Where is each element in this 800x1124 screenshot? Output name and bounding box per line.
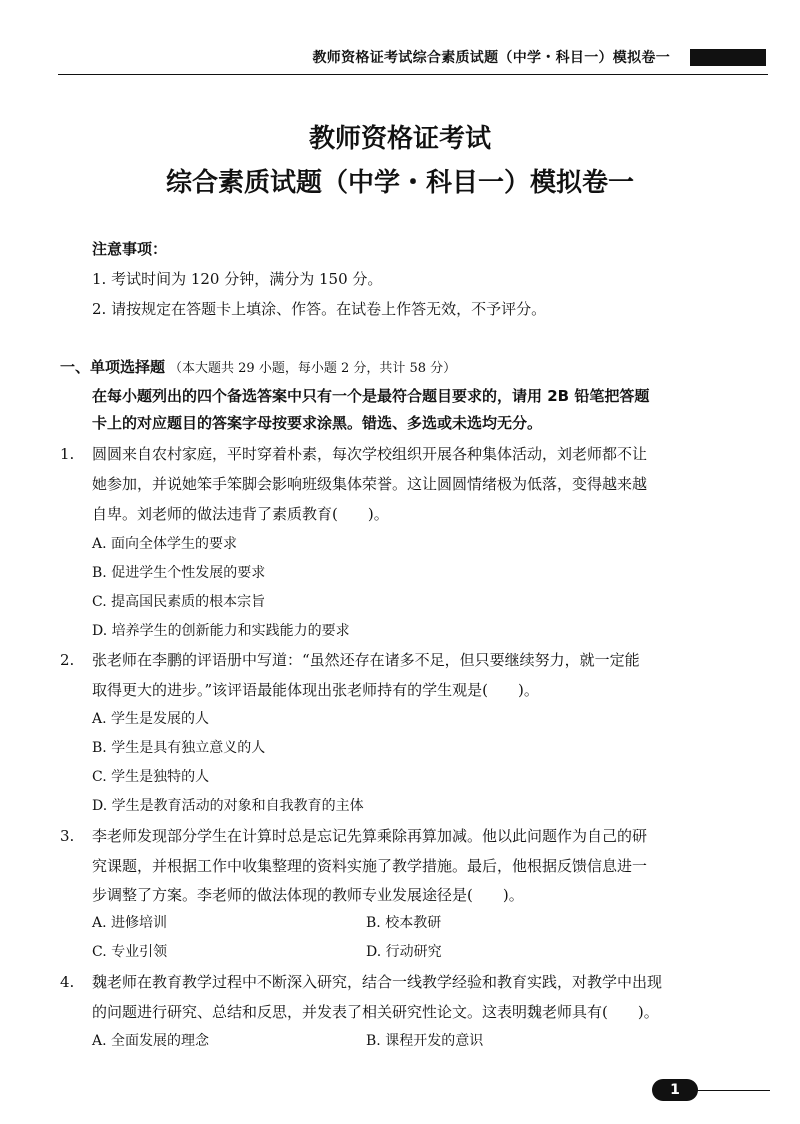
- notice-item: 2. 请按规定在答题卡上填涂、作答。在试卷上作答无效，不予评分。: [92, 300, 547, 318]
- question-number: 2.: [60, 651, 75, 669]
- option-c: C. 专业引领: [92, 944, 168, 960]
- option-c: C. 学生是独特的人: [92, 769, 210, 785]
- page-number-badge: 1: [652, 1079, 698, 1101]
- page-title-line2: 综合素质试题（中学・科目一）模拟卷一: [165, 168, 634, 198]
- option-b: B. 校本教研: [366, 915, 442, 931]
- option-a: A. 全面发展的理念: [92, 1033, 210, 1049]
- question-text-line: 步调整了方案。李老师的做法体现的教师专业发展途径是( )。: [92, 886, 524, 904]
- question-text-line: 自卑。刘老师的做法违背了素质教育( )。: [92, 505, 389, 523]
- question-text-line: 她参加，并说她笨手笨脚会影响班级集体荣誉。这让圆圆情绪极为低落，变得越来越: [92, 475, 648, 493]
- section-label: 一、单项选择题: [60, 358, 166, 376]
- question-text-line: 的问题进行研究、总结和反思，并发表了相关研究性论文。这表明魏老师具有( )。: [92, 1003, 659, 1021]
- option-a: A. 面向全体学生的要求: [92, 536, 238, 552]
- header-rule: [58, 74, 768, 75]
- question-text-line: 究课题，并根据工作中收集整理的资料实施了教学措施。最后，他根据反馈信息进一: [92, 857, 648, 875]
- option-b: B. 课程开发的意识: [366, 1033, 484, 1049]
- notice-item: 1. 考试时间为 120 分钟，满分为 150 分。: [92, 270, 383, 288]
- section-note: （本大题共 29 小题，每小题 2 分，共计 58 分）: [169, 361, 457, 376]
- question-number: 1.: [60, 445, 75, 463]
- question-text-line: 魏老师在教育教学过程中不断深入研究，结合一线教学经验和教育实践，对教学中出现: [92, 973, 663, 991]
- option-a: A. 学生是发展的人: [92, 711, 210, 727]
- question-text-line: 李老师发现部分学生在计算时总是忘记先算乘除再算加减。他以此问题作为自己的研: [92, 827, 648, 845]
- option-b: B. 促进学生个性发展的要求: [92, 565, 266, 581]
- question-text-line: 取得更大的进步。”该评语最能体现出张老师持有的学生观是( )。: [92, 681, 539, 699]
- option-d: D. 培养学生的创新能力和实践能力的要求: [92, 623, 350, 639]
- option-d: D. 学生是教育活动的对象和自我教育的主体: [92, 798, 364, 814]
- option-a: A. 进修培训: [92, 915, 168, 931]
- running-header: [0, 48, 800, 68]
- running-header-title: 教师资格证考试综合素质试题（中学・科目一）模拟卷一: [312, 50, 670, 66]
- section-instructions-line: 卡上的对应题目的答案字母按要求涂黑。错选、多选或未选均无分。: [92, 414, 543, 432]
- option-b: B. 学生是具有独立意义的人: [92, 740, 266, 756]
- question-number: 4.: [60, 973, 75, 991]
- section-heading: [60, 356, 456, 380]
- section-instructions-line: 在每小题列出的四个备选答案中只有一个是最符合题目要求的，请用 2B 铅笔把答题: [92, 387, 650, 405]
- option-c: C. 提高国民素质的根本宗旨: [92, 594, 266, 610]
- question-text-line: 张老师在李鹏的评语册中写道：“虽然还存在诸多不足，但只要继续努力，就一定能: [92, 651, 640, 669]
- question-text-line: 圆圆来自农村家庭，平时穿着朴素，每次学校组织开展各种集体活动，刘老师都不让: [92, 445, 648, 463]
- option-d: D. 行动研究: [366, 944, 442, 960]
- header-black-bar: [690, 49, 766, 66]
- page-title-line1: 教师资格证考试: [308, 124, 491, 154]
- notice-heading: 注意事项：: [92, 240, 168, 258]
- question-number: 3.: [60, 827, 75, 845]
